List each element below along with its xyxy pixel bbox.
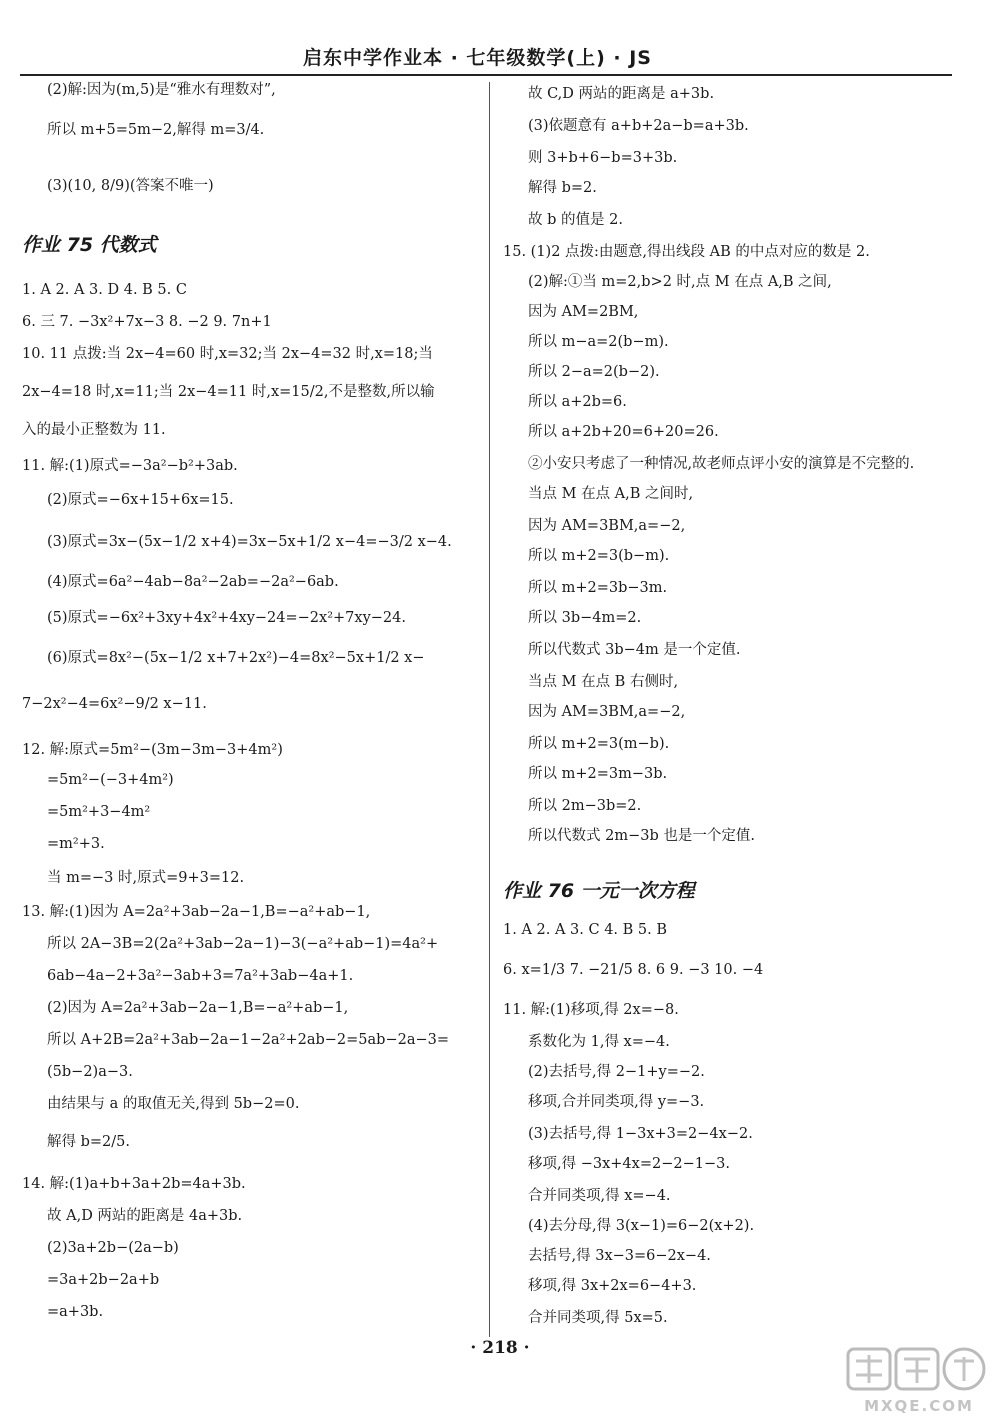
answer-line: 系数化为 1,得 x=−4. bbox=[528, 1034, 670, 1050]
answer-line: 当点 M 在点 A,B 之间时, bbox=[528, 486, 694, 502]
answer-line: 合并同类项,得 5x=5. bbox=[528, 1310, 668, 1326]
answer-line: 当 m=−3 时,原式=9+3=12. bbox=[47, 870, 245, 886]
answer-line: 当点 M 在点 B 右侧时, bbox=[528, 674, 679, 690]
answer-line: 所以 m+5=5m−2,解得 m=3/4. bbox=[47, 122, 265, 138]
header-title: 启东中学作业本 · 七年级数学(上) · JS bbox=[302, 47, 652, 69]
answer-line: 6ab−4a−2+3a²−3ab+3=7a²+3ab−4a+1. bbox=[47, 968, 354, 984]
answer-line: 所以 m−a=2(b−m). bbox=[528, 334, 669, 350]
answer-line: 合并同类项,得 x=−4. bbox=[528, 1188, 671, 1204]
page-number: · 218 · bbox=[470, 1338, 530, 1358]
answer-line: 12. 解:原式=5m²−(3m−3m−3+4m²) bbox=[22, 742, 283, 758]
answer-line: (4)原式=6a²−4ab−8a²−2ab=−2a²−6ab. bbox=[47, 574, 339, 590]
answer-line: 所以 2m−3b=2. bbox=[528, 798, 642, 814]
answer-line: 14. 解:(1)a+b+3a+2b=4a+3b. bbox=[22, 1176, 246, 1192]
answer-line: (2)原式=−6x+15+6x=15. bbox=[47, 492, 234, 508]
answer-line: 所以代数式 3b−4m 是一个定值. bbox=[528, 642, 741, 658]
answer-line: =m²+3. bbox=[47, 836, 105, 852]
answer-line: 所以 m+2=3m−3b. bbox=[528, 766, 668, 782]
answer-line: 移项,合并同类项,得 y=−3. bbox=[528, 1094, 705, 1110]
answer-line: 15. (1)2 点拨:由题意,得出线段 AB 的中点对应的数是 2. bbox=[503, 244, 870, 260]
answer-line: =a+3b. bbox=[47, 1304, 104, 1320]
answer-line: (2)解:因为(m,5)是“雅水有理数对”, bbox=[47, 82, 276, 98]
answer-line: (2)去括号,得 2−1+y=−2. bbox=[528, 1064, 705, 1080]
answer-line: ②小安只考虑了一种情况,故老师点评小安的演算是不完整的. bbox=[528, 456, 915, 472]
column-divider bbox=[489, 82, 490, 1337]
answer-line: 所以 m+2=3(b−m). bbox=[528, 548, 670, 564]
answer-line: (6)原式=8x²−(5x−1/2 x+7+2x²)−4=8x²−5x+1/2 x− bbox=[47, 650, 425, 666]
answer-line: 因为 AM=3BM,a=−2, bbox=[528, 704, 686, 720]
answer-line: 移项,得 3x+2x=6−4+3. bbox=[528, 1278, 697, 1294]
section-heading: 作业 76 一元一次方程 bbox=[503, 880, 695, 902]
answer-line: (3)去括号,得 1−3x+3=2−4x−2. bbox=[528, 1126, 753, 1142]
answer-line: (5b−2)a−3. bbox=[47, 1064, 133, 1080]
answer-line: 所以 3b−4m=2. bbox=[528, 610, 642, 626]
watermark-logo bbox=[844, 1345, 994, 1417]
answer-line: 所以 a+2b=6. bbox=[528, 394, 627, 410]
answer-line: 1. A 2. A 3. D 4. B 5. C bbox=[22, 282, 187, 298]
answer-line: 因为 AM=3BM,a=−2, bbox=[528, 518, 686, 534]
answer-line: 2x−4=18 时,x=11;当 2x−4=11 时,x=15/2,不是整数,所以输 bbox=[22, 384, 435, 400]
answer-line: (4)去分母,得 3(x−1)=6−2(x+2). bbox=[528, 1218, 755, 1234]
answer-line: (2)3a+2b−(2a−b) bbox=[47, 1240, 179, 1256]
answer-line: 所以代数式 2m−3b 也是一个定值. bbox=[528, 828, 755, 844]
answer-line: 去括号,得 3x−3=6−2x−4. bbox=[528, 1248, 711, 1264]
answer-line: (3)原式=3x−(5x−1/2 x+4)=3x−5x+1/2 x−4=−3/2 x−4. bbox=[47, 534, 452, 550]
answer-line: (3)依题意有 a+b+2a−b=a+3b. bbox=[528, 118, 749, 134]
answer-line: 故 C,D 两站的距离是 a+3b. bbox=[528, 86, 715, 102]
answer-line: 因为 AM=2BM, bbox=[528, 304, 639, 320]
svg-text:MXQE.COM: MXQE.COM bbox=[864, 1397, 974, 1415]
answer-line: 13. 解:(1)因为 A=2a²+3ab−2a−1,B=−a²+ab−1, bbox=[22, 904, 371, 920]
answer-line: 11. 解:(1)移项,得 2x=−8. bbox=[503, 1002, 679, 1018]
answer-line: (2)解:①当 m=2,b>2 时,点 M 在点 A,B 之间, bbox=[528, 274, 832, 290]
answer-line: =5m²−(−3+4m²) bbox=[47, 772, 174, 788]
answer-line: 解得 b=2/5. bbox=[47, 1134, 130, 1150]
answer-line: 所以 a+2b+20=6+20=26. bbox=[528, 424, 719, 440]
answer-line: 故 A,D 两站的距离是 4a+3b. bbox=[47, 1208, 243, 1224]
answer-line: 解得 b=2. bbox=[528, 180, 597, 196]
answer-line: (3)(10, 8/9)(答案不唯一) bbox=[47, 178, 214, 194]
answer-line: 7−2x²−4=6x²−9/2 x−11. bbox=[22, 696, 207, 712]
answer-line: 6. 三 7. −3x²+7x−3 8. −2 9. 7n+1 bbox=[22, 314, 272, 330]
answer-line: (5)原式=−6x²+3xy+4x²+4xy−24=−2x²+7xy−24. bbox=[47, 610, 406, 626]
answer-line: =3a+2b−2a+b bbox=[47, 1272, 160, 1288]
answer-line: 10. 11 点拨:当 2x−4=60 时,x=32;当 2x−4=32 时,x=18;当 bbox=[22, 346, 433, 362]
answer-line: 所以 m+2=3b−3m. bbox=[528, 580, 668, 596]
answer-line: 则 3+b+6−b=3+3b. bbox=[528, 150, 678, 166]
answer-line: =5m²+3−4m² bbox=[47, 804, 151, 820]
answer-line: 所以 2−a=2(b−2). bbox=[528, 364, 660, 380]
answer-line: (2)因为 A=2a²+3ab−2a−1,B=−a²+ab−1, bbox=[47, 1000, 349, 1016]
answer-line: 所以 m+2=3(m−b). bbox=[528, 736, 670, 752]
answer-line: 11. 解:(1)原式=−3a²−b²+3ab. bbox=[22, 458, 238, 474]
answer-line: 所以 A+2B=2a²+3ab−2a−1−2a²+2ab−2=5ab−2a−3= bbox=[47, 1032, 449, 1048]
answer-line: 6. x=1/3 7. −21/5 8. 6 9. −3 10. −4 bbox=[503, 962, 764, 978]
page-header bbox=[20, 40, 952, 76]
answer-line: 入的最小正整数为 11. bbox=[22, 422, 166, 438]
section-heading: 作业 75 代数式 bbox=[22, 234, 157, 256]
answer-line: 由结果与 a 的取值无关,得到 5b−2=0. bbox=[47, 1096, 300, 1112]
answer-line: 1. A 2. A 3. C 4. B 5. B bbox=[503, 922, 668, 938]
answer-line: 故 b 的值是 2. bbox=[528, 212, 623, 228]
answer-line: 移项,得 −3x+4x=2−2−1−3. bbox=[528, 1156, 730, 1172]
answer-line: 所以 2A−3B=2(2a²+3ab−2a−1)−3(−a²+ab−1)=4a²+ bbox=[47, 936, 439, 952]
